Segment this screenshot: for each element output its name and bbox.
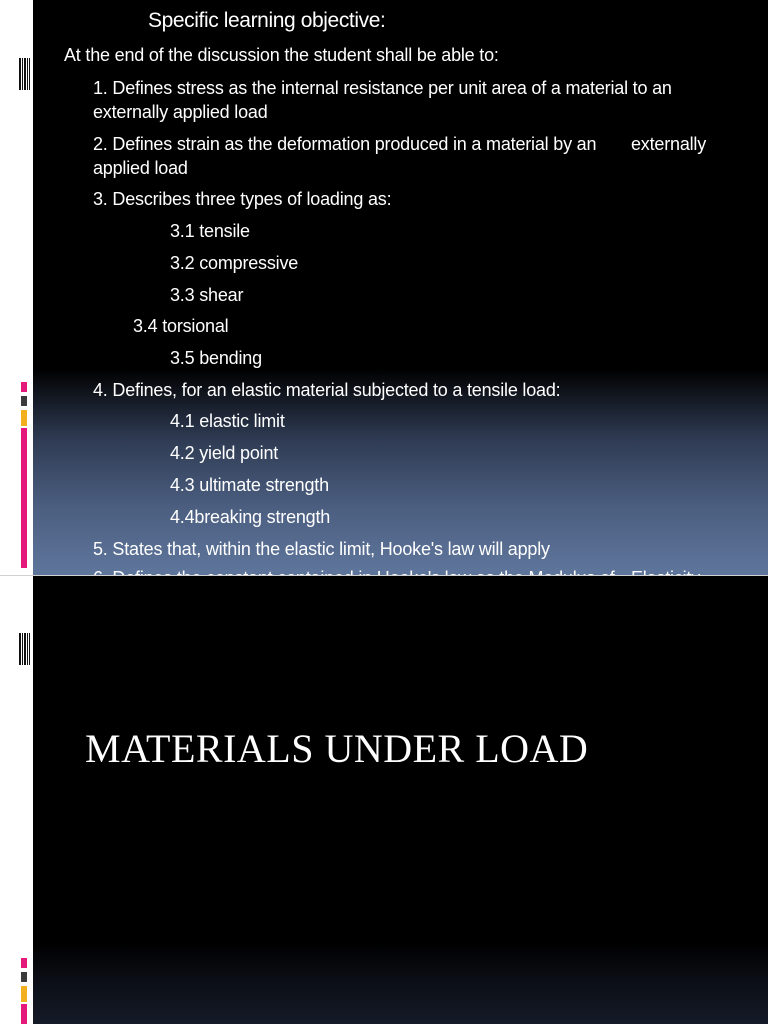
objective-3-1: 3.1 tensile: [170, 221, 250, 241]
objective-4-3: 4.3 ultimate strength: [170, 475, 329, 495]
objective-1-line-2: externally applied load: [93, 102, 268, 122]
objective-2-tail: externally: [631, 134, 707, 154]
objective-4-2: 4.2 yield point: [170, 443, 279, 463]
presentation-title: MATERIALS UNDER LOAD: [85, 726, 589, 771]
barcode-icon: [19, 58, 30, 90]
accent-color-bar: [21, 958, 27, 1024]
objective-1-line-1: 1. Defines stress as the internal resistance per unit area of a material to an: [93, 78, 672, 98]
slide-title: [0, 576, 768, 1024]
intro-text: At the end of the discussion the student shall be able to:: [64, 45, 499, 65]
objective-heading: Specific learning objective:: [148, 9, 386, 32]
objective-4: 4. Defines, for an elastic material subjected to a tensile load:: [93, 380, 561, 400]
objective-5: 5. States that, within the elastic limit, Hooke's law will apply: [93, 539, 550, 559]
objective-3-5: 3.5 bending: [170, 348, 262, 368]
objective-3-2: 3.2 compressive: [170, 253, 299, 273]
objective-2-line-1: 2. Defines strain as the deformation produced in a material by an: [93, 134, 597, 154]
objective-4-4: 4.4breaking strength: [170, 507, 331, 527]
accent-color-bar: [21, 382, 27, 568]
objective-3-3: 3.3 shear: [170, 285, 244, 305]
objective-2-line-2: applied load: [93, 158, 188, 178]
objective-3-4: 3.4 torsional: [133, 316, 229, 336]
objective-4-1: 4.1 elastic limit: [170, 411, 285, 431]
barcode-icon: [19, 633, 30, 665]
slide-canvas: [33, 576, 768, 1024]
objective-3: 3. Describes three types of loading as:: [93, 189, 392, 209]
